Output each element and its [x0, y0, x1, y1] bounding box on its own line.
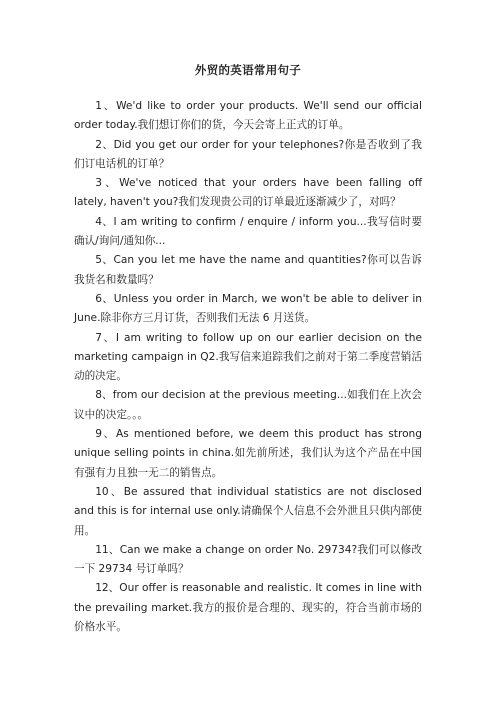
sentence-item: 11、Can we make a change on order No. 29734?我们可以修改一下 29734 号订单吗？: [74, 543, 422, 576]
sentence-item: 2、Did you get our order for your telephones?你是否收到了我们订电话机的订单？: [74, 138, 422, 170]
sentence-item: 7、I am writing to follow up on our earlier decision on the marketing campaign in Q2.我写信来追踪我们之前对于第二季度营销活动的决定。: [74, 331, 422, 383]
sentence-item: 8、from our decision at the previous meeting...如我们在上次会议中的决定。。。: [74, 389, 422, 421]
sentence-item: 12、Our offer is reasonable and realistic. It comes in line with the prevailing market.我方的报价是合理的、现实的，符合当前市场的价格水平。: [74, 582, 422, 634]
sentence-item: 3、We've noticed that your orders have been falling off lately, haven't you?我们发现贵公司的订单最近逐渐减少了，对吗？: [74, 177, 422, 209]
sentence-list: [74, 97, 422, 637]
sentence-item: 6、Unless you order in March, we won't be able to deliver in June.除非你方三月订货，否则我们无法 6 月送货。: [74, 292, 422, 325]
sentence-item: 5、Can you let me have the name and quantities?你可以告诉我货名和数量吗？: [74, 254, 422, 286]
sentence-item: 1、We'd like to order your products. We'll send our official order today.我们想订你们的货，今天会寄上正式的订单。: [74, 100, 422, 132]
sentence-item: 9、As mentioned before, we deem this product has strong unique selling points in china.如先前所述，我们认为这个产品在中国有强有力且独一无二的销售点。: [74, 428, 422, 479]
sentence-item: 4、I am writing to confirm / enquire / inform you...我写信时要确认/询问/通知你...: [74, 215, 422, 248]
document-title: 外贸的英语常用句子: [194, 63, 302, 77]
sentence-item: 10、Be assured that individual statistics are not disclosed and this is for internal use only.请确保个人信息不会外泄且只供内部使用。: [74, 485, 422, 537]
